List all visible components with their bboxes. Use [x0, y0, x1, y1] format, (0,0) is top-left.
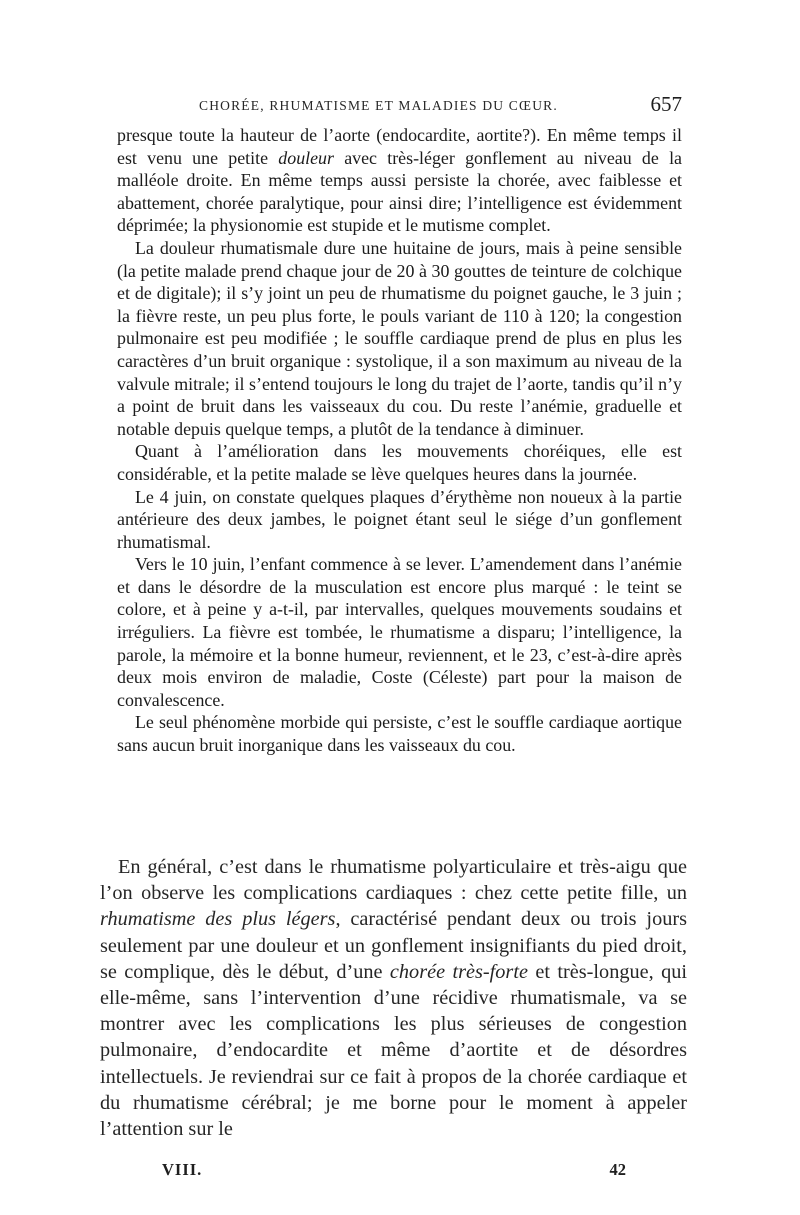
conclusion-text-c: , caractérisé pendant deux ou trois jours seulement par une douleur et un gonflement insignifiants du pied droit, se complique, dès le début, d’une [100, 908, 687, 983]
general-conclusion [100, 854, 687, 1142]
paragraph-continuation [117, 124, 682, 237]
signature-mark: VIII. [162, 1160, 203, 1179]
conclusion-text-a: En général, c’est dans le rhumatisme polyarticulaire et très-aigu que l’on observe les complications cardiaques : chez cette petite fille, un [100, 856, 687, 905]
paragraph-persisting-murmur: Le seul phénomène morbide qui persiste, c’est le souffle cardiaque aortique sans aucun bruit inorganique dans les vaisseaux du cou. [117, 712, 682, 756]
paragraph-june-10: Vers le 10 juin, l’enfant commence à se lever. L’amendement dans l’anémie et dans le désordre de la musculation est encore plus marqué : le teint se colore, et à peine y a-t-il, par intervalles, quelques mouvements soudains et irréguliers. La fièvre est tombée, le rhumatisme a disparu; l’intelligence, la parole, la mémoire et la bonne humeur, reviennent, et le 23, c’est-à-dire après deux mois environ de maladie, Coste (Céleste) part pour la maison de convalescence. [117, 554, 682, 710]
paragraph-june-4: Le 4 juin, on constate quelques plaques d’érythème non noueux à la partie antérieure des deux jambes, le poignet étant seul le siége d’un gonflement rhumatismal. [117, 486, 682, 552]
conclusion-italic-rhumatisme: rhumatisme des plus légers [100, 908, 336, 931]
paragraph-rheumatic-pain: La douleur rhumatismale dure une huitaine de jours, mais à peine sensible (la petite malade prend chaque jour de 20 à 30 gouttes de teinture de colchique et de digitale); il s’y joint un peu de rhumatisme du poignet gauche, le 3 juin ; la fièvre reste, un peu plus forte, le pouls variant de 110 à 120; la congestion pulmonaire est peu modifiée ; le souffle cardiaque prend de plus en plus les caractères d’un bruit organique : systolique, il a son maximum au niveau de la valvule mitrale; il s’entend toujours le long du trajet de l’aorte, tandis qu’il n’y a point de bruit dans les vaisseaux du cou. Du reste l’anémie, graduelle et notable depuis quelque temps, a plutôt de la tendance à diminuer. [117, 237, 682, 439]
conclusion-paragraph [100, 854, 687, 1142]
conclusion-text-e: et très-longue, qui elle-même, sans l’intervention d’une récidive rhumatismale, va se montrer avec les complications les plus sérieuses de congestion pulmonaire, d’endocardite et même d’aortite et de désordres intellectuels. Je reviendrai sur ce fait à propos de la chorée cardiaque et du rhumatisme cérébral; je me borne pour le moment à appeler l’attention sur le [100, 960, 687, 1141]
running-title: CHORÉE, RHUMATISME ET MALADIES DU CŒUR. [199, 98, 558, 113]
sheet-number: 42 [609, 1160, 626, 1179]
page-footer [118, 1158, 626, 1184]
page-number: 657 [650, 92, 682, 116]
paragraph-improvement: Quant à l’amélioration dans les mouvements choréiques, elle est considérable, et la petite malade se lève quelques heures dans la journée. [117, 441, 682, 484]
case-report-text [117, 124, 682, 757]
conclusion-italic-choree: chorée très-forte [389, 960, 528, 983]
paragraph-1-text-a: presque toute la hauteur de l’aorte (endocardite, aortite?). En même temps il est venu une petite [117, 125, 682, 168]
paragraph-1-text-c: avec très-léger gonflement au niveau de la malléole droite. En même temps aussi persiste la chorée, avec faiblesse et abattement, chorée paralytique, pour ainsi dire; l’intelligence est évidemment déprimée; la physionomie est stupide et le mutisme complet. [117, 147, 682, 236]
running-header [117, 92, 682, 118]
paragraph-1-italic-douleur: douleur [278, 147, 334, 168]
